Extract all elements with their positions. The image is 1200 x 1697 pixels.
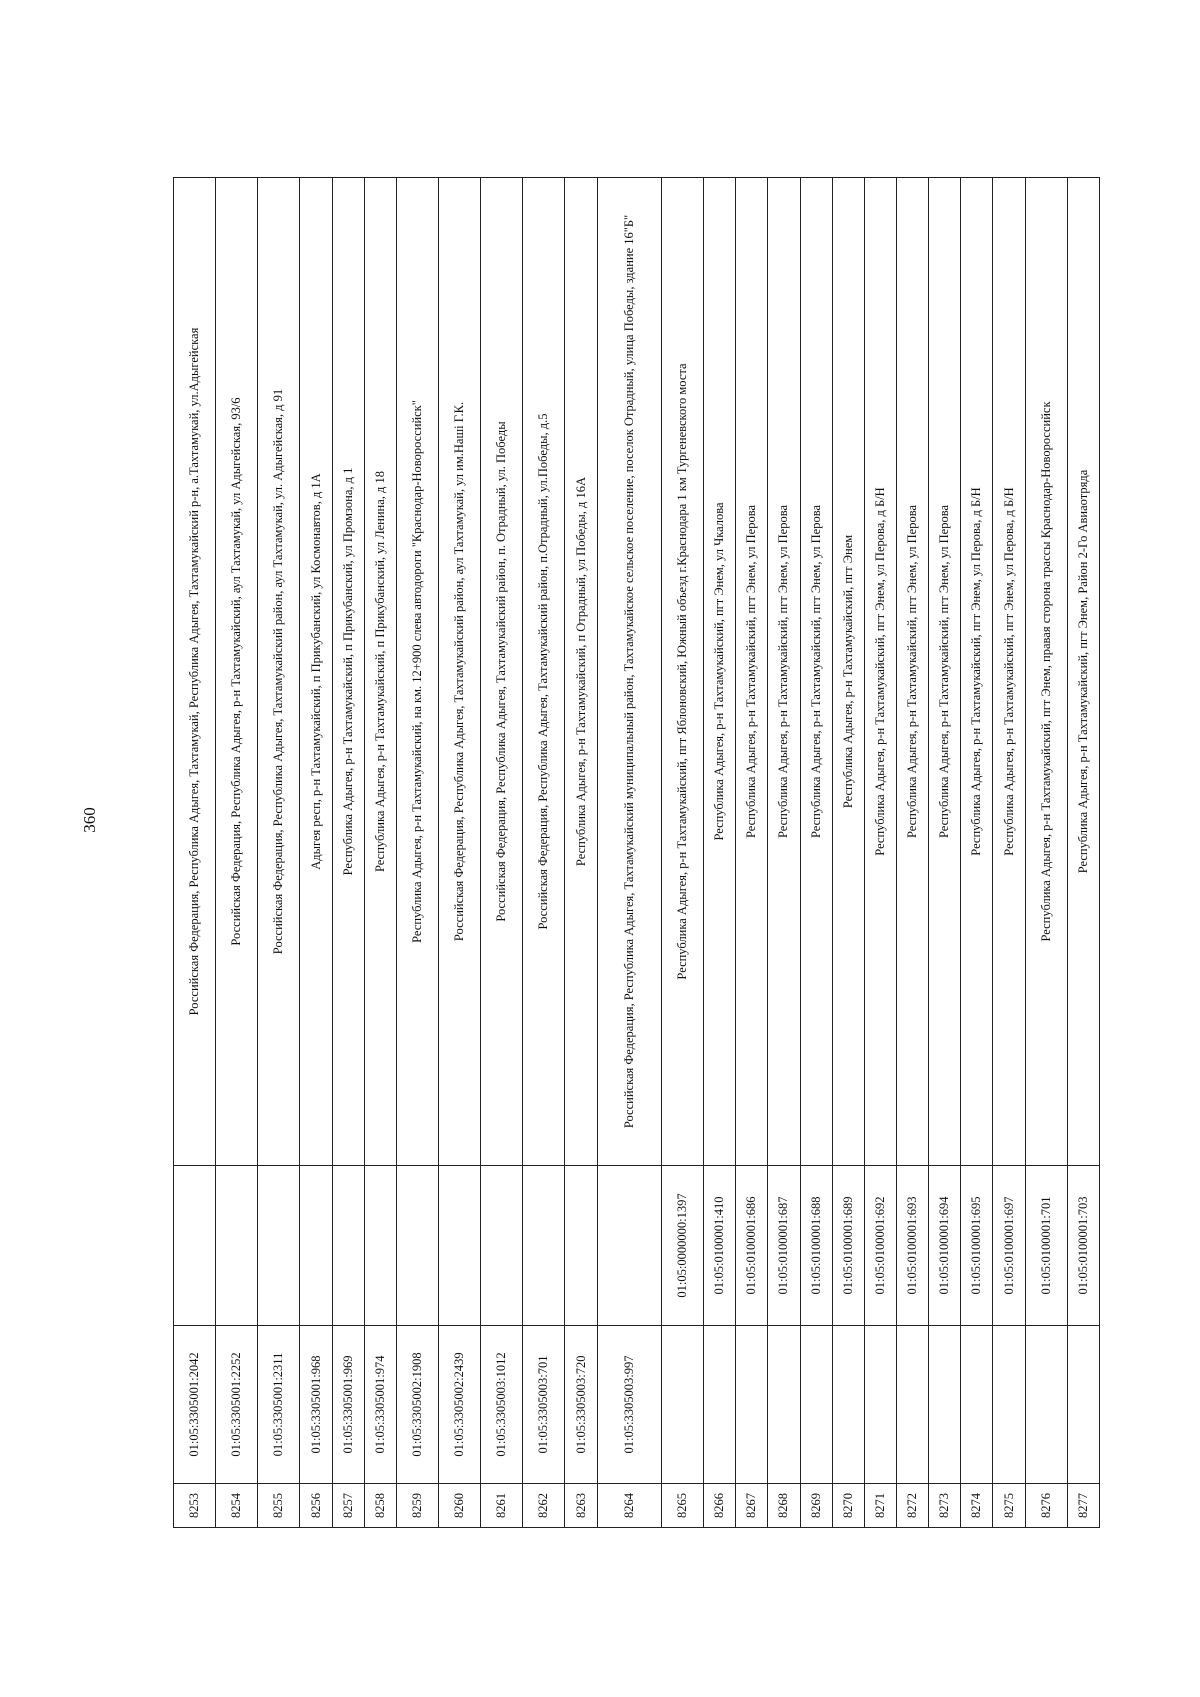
- cadastral-number-cell: 01:05:3305003:720: [565, 1326, 597, 1484]
- address-cell: Российская Федерация, Республика Адыгея, Тахтамукайский район, п. Отрадный, ул. Победы: [481, 178, 523, 1166]
- address-cell: Республика Адыгея, р-н Тахтамукайский, п Прикубанский, ул Промзона, д 1: [332, 178, 364, 1166]
- row-number-cell: 8269: [800, 1484, 832, 1528]
- cadastral-parent-cell: [332, 1166, 364, 1326]
- row-number-cell: 8274: [961, 1484, 993, 1528]
- row-number-cell: 8258: [364, 1484, 396, 1528]
- cadastral-parent-cell: [174, 1166, 216, 1326]
- cadastral-parent-cell: 01:05:0100001:689: [832, 1166, 864, 1326]
- cadastral-number-cell: [897, 1326, 929, 1484]
- table-row: [961, 178, 993, 1528]
- cadastral-parent-cell: 01:05:0100001:703: [1067, 1166, 1099, 1326]
- cadastral-parent-cell: 01:05:0100001:694: [929, 1166, 961, 1326]
- rotated-table-container: [173, 178, 1100, 1528]
- row-number-cell: 8257: [332, 1484, 364, 1528]
- table-row: [396, 178, 438, 1528]
- cadastral-parent-cell: 01:05:0100001:692: [864, 1166, 896, 1326]
- table-row: [565, 178, 597, 1528]
- table-row: [523, 178, 565, 1528]
- row-number-cell: 8256: [300, 1484, 332, 1528]
- cadastral-parent-cell: 01:05:0100001:410: [704, 1166, 736, 1326]
- address-cell: Республика Адыгея, р-н Тахтамукайский, пгт Энем, ул Перова: [897, 178, 929, 1166]
- address-cell: Республика Адыгея, р-н Тахтамукайский, пгт Энем, ул Перова, д Б/Н: [993, 178, 1025, 1166]
- row-number-cell: 8270: [832, 1484, 864, 1528]
- table-row: [661, 178, 703, 1528]
- address-cell: Адыгея респ, р-н Тахтамукайский, п Прикубанский, ул Космонавтов, д 1А: [300, 178, 332, 1166]
- address-cell: Российская Федерация, Республика Адыгея, Тахтамукайский район, аул Тахтамукай, ул им.Нашi Г.К.: [439, 178, 481, 1166]
- cadastral-number-cell: [1025, 1326, 1067, 1484]
- address-cell: Российская Федерация, Республика Адыгея, Тахтамукайский район, п.Отрадный, ул.Победы, д.5: [523, 178, 565, 1166]
- address-cell: Республика Адыгея, р-н Тахтамукайский, пгт Энем: [832, 178, 864, 1166]
- cadastral-number-cell: 01:05:3305003:1012: [481, 1326, 523, 1484]
- cadastral-number-cell: 01:05:3305002:1908: [396, 1326, 438, 1484]
- table-row: [1025, 178, 1067, 1528]
- table-row: [993, 178, 1025, 1528]
- row-number-cell: 8264: [597, 1484, 661, 1528]
- cadastral-parent-cell: 01:05:0000000:1397: [661, 1166, 703, 1326]
- cadastral-number-cell: 01:05:3305001:974: [364, 1326, 396, 1484]
- cadastral-number-cell: 01:05:3305001:969: [332, 1326, 364, 1484]
- row-number-cell: 8272: [897, 1484, 929, 1528]
- table-row: [768, 178, 800, 1528]
- address-cell: Республика Адыгея, р-н Тахтамукайский, п Прикубанский, ул Ленина, д 18: [364, 178, 396, 1166]
- table-row: [597, 178, 661, 1528]
- address-cell: Российская Федерация, Республика Адыгея, р-н Тахтамукайский, аул Тахтамукай, ул Адыгейская, 93/6: [216, 178, 258, 1166]
- cadastral-number-cell: [800, 1326, 832, 1484]
- cadastral-number-cell: [961, 1326, 993, 1484]
- row-number-cell: 8260: [439, 1484, 481, 1528]
- row-number-cell: 8271: [864, 1484, 896, 1528]
- row-number-cell: 8277: [1067, 1484, 1099, 1528]
- cadastral-parent-cell: 01:05:0100001:701: [1025, 1166, 1067, 1326]
- table-row: [704, 178, 736, 1528]
- address-cell: Российская Федерация, Республика Адыгея, Тахтамукайский муниципальный район, Тахтамукайское сельское поселение, поселок Отрадный, улица Победы, здание 16"Б": [597, 178, 661, 1166]
- table-row: [832, 178, 864, 1528]
- row-number-cell: 8254: [216, 1484, 258, 1528]
- cadastral-parent-cell: 01:05:0100001:688: [800, 1166, 832, 1326]
- address-cell: Российская Федерация, Республика Адыгея, Тахтамукайский район, аул Тахтамукай, ул. Адыгейская, д 91: [258, 178, 300, 1166]
- table-row: [800, 178, 832, 1528]
- table-row: [332, 178, 364, 1528]
- row-number-cell: 8262: [523, 1484, 565, 1528]
- cadastral-parent-cell: 01:05:0100001:697: [993, 1166, 1025, 1326]
- address-cell: Республика Адыгея, р-н Тахтамукайский, пгт Энем, ул Перова: [929, 178, 961, 1166]
- table-row: [174, 178, 216, 1528]
- row-number-cell: 8268: [768, 1484, 800, 1528]
- cadastral-parent-cell: [439, 1166, 481, 1326]
- table-row: [258, 178, 300, 1528]
- cadastral-parent-cell: 01:05:0100001:695: [961, 1166, 993, 1326]
- cadastral-parent-cell: 01:05:0100001:687: [768, 1166, 800, 1326]
- cadastral-number-cell: [1067, 1326, 1099, 1484]
- row-number-cell: 8263: [565, 1484, 597, 1528]
- cadastral-number-cell: [864, 1326, 896, 1484]
- address-cell: Республика Адыгея, р-н Тахтамукайский, пгт Энем, правая сторона трассы Краснодар-Новороссийск: [1025, 178, 1067, 1166]
- row-number-cell: 8275: [993, 1484, 1025, 1528]
- address-cell: Республика Адыгея, р-н Тахтамукайский, пгт Энем, ул Чкалова: [704, 178, 736, 1166]
- address-cell: Республика Адыгея, р-н Тахтамукайский, пгт Энем, ул Перова: [736, 178, 768, 1166]
- address-cell: Республика Адыгея, р-н Тахтамукайский, пгт Энем, ул Перова, д Б/Н: [864, 178, 896, 1166]
- cadastral-number-cell: 01:05:3305003:701: [523, 1326, 565, 1484]
- cadastral-number-cell: 01:05:3305001:2311: [258, 1326, 300, 1484]
- cadastral-parent-cell: [481, 1166, 523, 1326]
- table-row: [736, 178, 768, 1528]
- row-number-cell: 8265: [661, 1484, 703, 1528]
- page-number: 360: [80, 807, 99, 833]
- table-row: [1067, 178, 1099, 1528]
- cadastral-number-cell: 01:05:3305003:997: [597, 1326, 661, 1484]
- row-number-cell: 8261: [481, 1484, 523, 1528]
- address-cell: Российская Федерация, Республика Адыгея, Тахтамукай, Республика Адыгея, Тахтамукайский р-н, а.Тахтамукай, ул.Адыгейская: [174, 178, 216, 1166]
- address-cell: Республика Адыгея, р-н Тахтамукайский, п Отрадный, ул Победы, д 16А: [565, 178, 597, 1166]
- row-number-cell: 8266: [704, 1484, 736, 1528]
- cadastral-number-cell: [661, 1326, 703, 1484]
- address-cell: Республика Адыгея, р-н Тахтамукайский, пгт Яблоновский, Южный объезд г.Краснодара 1 км Тургеневского моста: [661, 178, 703, 1166]
- address-cell: Республика Адыгея, р-н Тахтамукайский, пгт Энем, ул Перова, д Б/Н: [961, 178, 993, 1166]
- row-number-cell: 8253: [174, 1484, 216, 1528]
- table-body: [174, 178, 1100, 1528]
- cadastral-table: [173, 177, 1100, 1528]
- cadastral-parent-cell: [565, 1166, 597, 1326]
- address-cell: Республика Адыгея, р-н Тахтамукайский, на км. 12+900 слева автодороги "Краснодар-Новороссийск": [396, 178, 438, 1166]
- row-number-cell: 8273: [929, 1484, 961, 1528]
- table-row: [300, 178, 332, 1528]
- cadastral-number-cell: [768, 1326, 800, 1484]
- cadastral-number-cell: 01:05:3305002:2439: [439, 1326, 481, 1484]
- table-row: [481, 178, 523, 1528]
- cadastral-number-cell: 01:05:3305001:2252: [216, 1326, 258, 1484]
- cadastral-parent-cell: [364, 1166, 396, 1326]
- cadastral-parent-cell: [597, 1166, 661, 1326]
- row-number-cell: 8255: [258, 1484, 300, 1528]
- cadastral-parent-cell: [258, 1166, 300, 1326]
- table-row: [439, 178, 481, 1528]
- cadastral-number-cell: [929, 1326, 961, 1484]
- cadastral-number-cell: [704, 1326, 736, 1484]
- address-cell: Республика Адыгея, р-н Тахтамукайский, пгт Энем, ул Перова: [800, 178, 832, 1166]
- cadastral-number-cell: 01:05:3305001:2042: [174, 1326, 216, 1484]
- table-row: [864, 178, 896, 1528]
- cadastral-parent-cell: [523, 1166, 565, 1326]
- row-number-cell: 8267: [736, 1484, 768, 1528]
- table-row: [929, 178, 961, 1528]
- cadastral-number-cell: [993, 1326, 1025, 1484]
- cadastral-parent-cell: [300, 1166, 332, 1326]
- cadastral-parent-cell: [396, 1166, 438, 1326]
- table-row: [216, 178, 258, 1528]
- row-number-cell: 8259: [396, 1484, 438, 1528]
- table-row: [897, 178, 929, 1528]
- row-number-cell: 8276: [1025, 1484, 1067, 1528]
- address-cell: Республика Адыгея, р-н Тахтамукайский, пгт Энем, ул Перова: [768, 178, 800, 1166]
- cadastral-number-cell: 01:05:3305001:968: [300, 1326, 332, 1484]
- cadastral-parent-cell: [216, 1166, 258, 1326]
- cadastral-number-cell: [832, 1326, 864, 1484]
- cadastral-parent-cell: 01:05:0100001:686: [736, 1166, 768, 1326]
- cadastral-parent-cell: 01:05:0100001:693: [897, 1166, 929, 1326]
- table-row: [364, 178, 396, 1528]
- address-cell: Республика Адыгея, р-н Тахтамукайский, пгт Энем, Район 2-Го Авиаотряда: [1067, 178, 1099, 1166]
- cadastral-number-cell: [736, 1326, 768, 1484]
